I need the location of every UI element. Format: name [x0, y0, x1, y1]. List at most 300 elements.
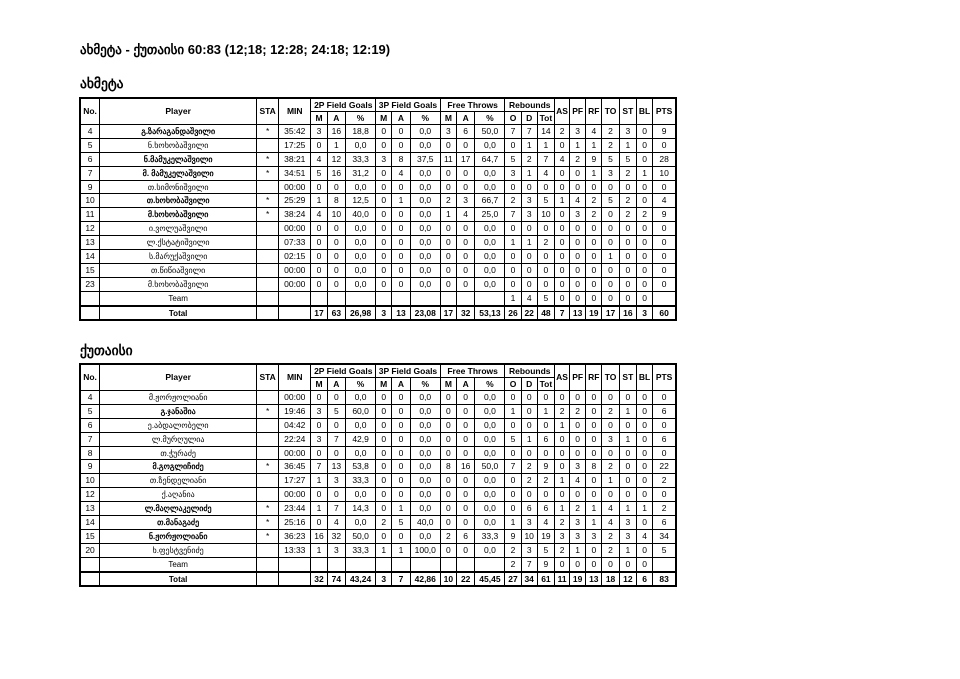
- cell-m3: 0: [376, 138, 392, 152]
- cell-rf: 0: [586, 446, 602, 460]
- cell-pft: 0,0: [475, 543, 505, 557]
- cell-d: 4: [521, 291, 537, 305]
- cell-no: 12: [80, 222, 100, 236]
- cell-p3: 0,0: [410, 404, 440, 418]
- cell-m2: 1: [311, 194, 327, 208]
- cell-to: 0: [602, 446, 619, 460]
- cell-st: 0: [619, 180, 636, 194]
- cell-to: 2: [602, 404, 619, 418]
- cell-tot: 10: [537, 208, 554, 222]
- table-row: [80, 277, 676, 291]
- cell-mft: 2: [440, 194, 456, 208]
- cell-no: 14: [80, 516, 100, 530]
- cell-to: 0: [602, 391, 619, 405]
- cell-min: 00:00: [279, 446, 311, 460]
- cell-min: 22:24: [279, 432, 311, 446]
- cell-o: 1: [505, 516, 521, 530]
- cell-rf: 9: [586, 152, 602, 166]
- cell-a2: 74: [327, 572, 345, 587]
- cell-m3: 0: [376, 488, 392, 502]
- cell-m2: 0: [311, 418, 327, 432]
- cell-a2: 12: [327, 152, 345, 166]
- cell-st: 0: [619, 250, 636, 264]
- cell-pf: 0: [570, 488, 586, 502]
- cell-pts: 9: [653, 125, 676, 139]
- cell-pts: [653, 291, 676, 305]
- cell-min: [279, 557, 311, 571]
- cell-d: 0: [521, 446, 537, 460]
- cell-player: ხ.ფესტვენიძე: [100, 543, 257, 557]
- col-header-as: AS: [555, 364, 570, 391]
- cell-tot: 4: [537, 516, 554, 530]
- cell-player: ნ.ხოხობაშვილი: [100, 138, 257, 152]
- cell-min: 17:25: [279, 138, 311, 152]
- col-subheader-m: M: [440, 112, 456, 125]
- cell-a3: 5: [392, 516, 410, 530]
- cell-m2: 0: [311, 516, 327, 530]
- cell-pts: 83: [653, 572, 676, 587]
- cell-no: 5: [80, 404, 100, 418]
- cell-tot: 5: [537, 543, 554, 557]
- cell-to: 0: [602, 263, 619, 277]
- cell-a3: 1: [392, 194, 410, 208]
- cell-no: 12: [80, 488, 100, 502]
- cell-as: 0: [555, 236, 570, 250]
- cell-st: 0: [619, 391, 636, 405]
- cell-sta: [257, 432, 279, 446]
- cell-sta: [257, 222, 279, 236]
- table-row: [80, 502, 676, 516]
- cell-a3: [392, 291, 410, 305]
- cell-pts: 9: [653, 208, 676, 222]
- cell-m2: 3: [311, 404, 327, 418]
- cell-no: 10: [80, 194, 100, 208]
- cell-st: 0: [619, 446, 636, 460]
- col-header-as: AS: [555, 98, 570, 125]
- cell-bl: 6: [637, 572, 653, 587]
- cell-sta: [257, 488, 279, 502]
- cell-p3: 0,0: [410, 180, 440, 194]
- cell-pts: 6: [653, 516, 676, 530]
- cell-o: 7: [505, 125, 521, 139]
- cell-player: ლ.მურღულია: [100, 432, 257, 446]
- col-header-2p: 2P Field Goals: [311, 98, 376, 112]
- cell-no: [80, 557, 100, 571]
- col-header-sta: STA: [257, 364, 279, 391]
- cell-aft: 3: [456, 194, 474, 208]
- cell-player: ე.აბდალობელი: [100, 418, 257, 432]
- cell-pf: 0: [570, 166, 586, 180]
- col-header-2p: 2P Field Goals: [311, 364, 376, 378]
- cell-pf: 0: [570, 391, 586, 405]
- cell-as: 4: [555, 152, 570, 166]
- cell-aft: 0: [456, 543, 474, 557]
- cell-mft: 0: [440, 516, 456, 530]
- cell-to: 2: [602, 529, 619, 543]
- cell-a3: 0: [392, 277, 410, 291]
- cell-a3: 0: [392, 460, 410, 474]
- cell-min: [279, 306, 311, 321]
- cell-min: 00:00: [279, 391, 311, 405]
- cell-m2: 7: [311, 460, 327, 474]
- cell-st: 0: [619, 236, 636, 250]
- col-header-3p: 3P Field Goals: [376, 98, 441, 112]
- cell-bl: 1: [637, 166, 653, 180]
- cell-sta: [257, 277, 279, 291]
- table-row: [80, 529, 676, 543]
- cell-mft: 0: [440, 236, 456, 250]
- cell-player: ლ.ქსტატიშვილი: [100, 236, 257, 250]
- cell-a2: 0: [327, 277, 345, 291]
- cell-o: 0: [505, 502, 521, 516]
- cell-m2: 0: [311, 250, 327, 264]
- cell-d: 3: [521, 194, 537, 208]
- cell-a2: 3: [327, 543, 345, 557]
- cell-p2: 14,3: [346, 502, 376, 516]
- cell-sta: [257, 418, 279, 432]
- cell-p3: 0,0: [410, 236, 440, 250]
- cell-aft: 16: [456, 460, 474, 474]
- cell-no: 23: [80, 277, 100, 291]
- cell-st: 2: [619, 166, 636, 180]
- cell-bl: 0: [637, 488, 653, 502]
- col-subheader-pct: %: [475, 378, 505, 391]
- cell-m3: 0: [376, 418, 392, 432]
- cell-d: 1: [521, 432, 537, 446]
- col-subheader-pct: %: [410, 378, 440, 391]
- cell-m2: 17: [311, 306, 327, 321]
- cell-mft: 0: [440, 277, 456, 291]
- cell-sta: [257, 391, 279, 405]
- table-row: [80, 516, 676, 530]
- cell-pf: 0: [570, 557, 586, 571]
- cell-pf: 3: [570, 125, 586, 139]
- col-subheader-d: D: [521, 112, 537, 125]
- cell-pf: 3: [570, 516, 586, 530]
- cell-pts: 34: [653, 529, 676, 543]
- boxscore-table-home: [79, 97, 677, 321]
- cell-pf: 0: [570, 222, 586, 236]
- cell-pts: 0: [653, 222, 676, 236]
- table-row: [80, 180, 676, 194]
- cell-player: Team: [100, 557, 257, 571]
- cell-o: 9: [505, 529, 521, 543]
- team-name-home: ახმეტა: [80, 76, 124, 91]
- cell-p2: 42,9: [346, 432, 376, 446]
- cell-st: 1: [619, 543, 636, 557]
- cell-min: 35:42: [279, 125, 311, 139]
- col-header-3p: 3P Field Goals: [376, 364, 441, 378]
- cell-rf: 0: [586, 277, 602, 291]
- cell-st: 1: [619, 138, 636, 152]
- cell-a3: 0: [392, 250, 410, 264]
- cell-m3: 1: [376, 543, 392, 557]
- cell-p3: 0,0: [410, 418, 440, 432]
- table-row: [80, 250, 676, 264]
- table-row: [80, 194, 676, 208]
- cell-o: 2: [505, 557, 521, 571]
- cell-d: 0: [521, 263, 537, 277]
- cell-tot: 6: [537, 432, 554, 446]
- col-header-sta: STA: [257, 98, 279, 125]
- cell-min: 00:00: [279, 180, 311, 194]
- cell-pts: 0: [653, 488, 676, 502]
- cell-p3: 0,0: [410, 138, 440, 152]
- cell-mft: 0: [440, 543, 456, 557]
- cell-st: 3: [619, 125, 636, 139]
- cell-rf: 0: [586, 418, 602, 432]
- cell-a3: 0: [392, 138, 410, 152]
- cell-m3: 3: [376, 306, 392, 321]
- table-row: [80, 404, 676, 418]
- cell-p3: 0,0: [410, 488, 440, 502]
- cell-rf: 2: [586, 194, 602, 208]
- cell-bl: 0: [637, 138, 653, 152]
- cell-m3: 0: [376, 222, 392, 236]
- cell-mft: 0: [440, 250, 456, 264]
- cell-to: 2: [602, 125, 619, 139]
- cell-as: 0: [555, 557, 570, 571]
- cell-o: 1: [505, 291, 521, 305]
- cell-tot: 1: [537, 404, 554, 418]
- col-header-ft: Free Throws: [440, 98, 505, 112]
- cell-pts: 5: [653, 543, 676, 557]
- cell-no: 20: [80, 543, 100, 557]
- cell-pf: 4: [570, 194, 586, 208]
- cell-player: გ.ზარაგანდაშვილი: [100, 125, 257, 139]
- cell-a2: 16: [327, 125, 345, 139]
- cell-pft: 0,0: [475, 404, 505, 418]
- cell-to: 0: [602, 180, 619, 194]
- cell-pft: 0,0: [475, 474, 505, 488]
- cell-sta: *: [257, 208, 279, 222]
- cell-o: 27: [505, 572, 521, 587]
- cell-p3: 0,0: [410, 391, 440, 405]
- cell-rf: 13: [586, 572, 602, 587]
- cell-pft: 0,0: [475, 236, 505, 250]
- cell-o: 2: [505, 194, 521, 208]
- cell-pft: 0,0: [475, 432, 505, 446]
- cell-to: 3: [602, 432, 619, 446]
- cell-m3: 0: [376, 236, 392, 250]
- cell-m3: 0: [376, 502, 392, 516]
- cell-d: 3: [521, 543, 537, 557]
- cell-as: 1: [555, 194, 570, 208]
- cell-p2: 0,0: [346, 391, 376, 405]
- col-subheader-a: A: [327, 378, 345, 391]
- cell-aft: 17: [456, 152, 474, 166]
- cell-p3: 0,0: [410, 529, 440, 543]
- cell-player: თ.ჭურაძე: [100, 446, 257, 460]
- cell-m2: 3: [311, 432, 327, 446]
- cell-pts: 60: [653, 306, 676, 321]
- cell-as: 2: [555, 125, 570, 139]
- cell-p2: 0,0: [346, 138, 376, 152]
- cell-rf: 3: [586, 529, 602, 543]
- cell-a2: 0: [327, 180, 345, 194]
- cell-aft: 0: [456, 263, 474, 277]
- cell-pf: 2: [570, 404, 586, 418]
- cell-o: 7: [505, 460, 521, 474]
- cell-player: ნ.ჟორჟოლიანი: [100, 529, 257, 543]
- cell-bl: 0: [637, 277, 653, 291]
- cell-mft: 0: [440, 418, 456, 432]
- cell-m2: 0: [311, 488, 327, 502]
- cell-p2: 40,0: [346, 208, 376, 222]
- cell-pf: 0: [570, 250, 586, 264]
- cell-pft: 0,0: [475, 391, 505, 405]
- cell-no: 6: [80, 152, 100, 166]
- cell-aft: 0: [456, 138, 474, 152]
- cell-tot: 0: [537, 250, 554, 264]
- cell-as: 0: [555, 291, 570, 305]
- cell-player: ნ.მამუკელაშვილი: [100, 152, 257, 166]
- cell-p2: [346, 291, 376, 305]
- cell-m2: 0: [311, 277, 327, 291]
- cell-o: 0: [505, 263, 521, 277]
- cell-pft: 0,0: [475, 277, 505, 291]
- boxscore-table-away: [79, 363, 677, 587]
- cell-to: 1: [602, 474, 619, 488]
- cell-p3: 0,0: [410, 432, 440, 446]
- cell-o: 5: [505, 152, 521, 166]
- col-header-min: MIN: [279, 364, 311, 391]
- cell-m3: 0: [376, 125, 392, 139]
- cell-tot: 0: [537, 180, 554, 194]
- col-header-rf: RF: [586, 98, 602, 125]
- cell-p2: 0,0: [346, 277, 376, 291]
- cell-sta: [257, 306, 279, 321]
- cell-p2: 0,0: [346, 418, 376, 432]
- cell-player: ლ.მაღლაკელიძე: [100, 502, 257, 516]
- cell-st: 0: [619, 460, 636, 474]
- cell-as: 1: [555, 474, 570, 488]
- cell-mft: 0: [440, 263, 456, 277]
- cell-as: 0: [555, 222, 570, 236]
- cell-m2: 1: [311, 474, 327, 488]
- cell-st: 1: [619, 404, 636, 418]
- cell-pf: 3: [570, 529, 586, 543]
- cell-a2: 3: [327, 474, 345, 488]
- cell-player: მ.ჟორჟოლიანი: [100, 391, 257, 405]
- cell-tot: 1: [537, 138, 554, 152]
- cell-st: 12: [619, 572, 636, 587]
- cell-st: 0: [619, 277, 636, 291]
- cell-player: Total: [100, 572, 257, 587]
- cell-mft: 0: [440, 166, 456, 180]
- cell-st: 0: [619, 474, 636, 488]
- cell-min: 00:00: [279, 222, 311, 236]
- cell-a3: 0: [392, 180, 410, 194]
- cell-player: თ.სიმონიშვილი: [100, 180, 257, 194]
- cell-aft: 0: [456, 391, 474, 405]
- col-subheader-o: O: [505, 112, 521, 125]
- cell-p2: [346, 557, 376, 571]
- cell-p2: 60,0: [346, 404, 376, 418]
- cell-m2: 1: [311, 543, 327, 557]
- cell-as: 0: [555, 138, 570, 152]
- cell-pf: 0: [570, 236, 586, 250]
- cell-aft: 4: [456, 208, 474, 222]
- cell-aft: 0: [456, 432, 474, 446]
- cell-a3: 0: [392, 488, 410, 502]
- table-row: [80, 236, 676, 250]
- cell-pts: 2: [653, 502, 676, 516]
- cell-to: 0: [602, 277, 619, 291]
- cell-m2: 5: [311, 166, 327, 180]
- cell-min: 38:21: [279, 152, 311, 166]
- cell-pts: 6: [653, 432, 676, 446]
- cell-d: 0: [521, 250, 537, 264]
- cell-as: 0: [555, 460, 570, 474]
- cell-a2: 7: [327, 432, 345, 446]
- cell-m3: 0: [376, 391, 392, 405]
- cell-pf: 2: [570, 152, 586, 166]
- cell-st: 1: [619, 502, 636, 516]
- cell-m2: 0: [311, 446, 327, 460]
- cell-sta: *: [257, 152, 279, 166]
- cell-pft: 0,0: [475, 180, 505, 194]
- cell-sta: *: [257, 194, 279, 208]
- cell-bl: 0: [637, 391, 653, 405]
- cell-st: 1: [619, 432, 636, 446]
- cell-min: 00:00: [279, 277, 311, 291]
- cell-pts: 28: [653, 152, 676, 166]
- cell-o: 0: [505, 180, 521, 194]
- cell-a3: 8: [392, 152, 410, 166]
- cell-d: 7: [521, 557, 537, 571]
- cell-o: 1: [505, 236, 521, 250]
- cell-to: 5: [602, 194, 619, 208]
- cell-a2: 0: [327, 236, 345, 250]
- cell-player: გ.ჯანაშია: [100, 404, 257, 418]
- cell-rf: 19: [586, 306, 602, 321]
- cell-aft: 0: [456, 277, 474, 291]
- cell-pft: 33,3: [475, 529, 505, 543]
- col-subheader-m: M: [311, 112, 327, 125]
- cell-m3: 0: [376, 460, 392, 474]
- total-row: [80, 306, 676, 321]
- cell-as: 3: [555, 529, 570, 543]
- cell-no: 9: [80, 460, 100, 474]
- cell-no: 13: [80, 502, 100, 516]
- cell-pft: 0,0: [475, 516, 505, 530]
- header-row: [80, 364, 676, 378]
- cell-p3: [410, 291, 440, 305]
- cell-to: 3: [602, 166, 619, 180]
- cell-bl: 0: [637, 194, 653, 208]
- cell-player: მ.ხოხობაშვილი: [100, 208, 257, 222]
- cell-a2: 32: [327, 529, 345, 543]
- cell-no: 4: [80, 125, 100, 139]
- cell-bl: 0: [637, 432, 653, 446]
- cell-player: მ.ხოხობაშვილი: [100, 277, 257, 291]
- cell-sta: [257, 236, 279, 250]
- cell-pft: 25,0: [475, 208, 505, 222]
- cell-no: [80, 306, 100, 321]
- cell-player: მ.გოგლიჩიძე: [100, 460, 257, 474]
- cell-p2: 18,8: [346, 125, 376, 139]
- cell-as: 0: [555, 180, 570, 194]
- cell-bl: 0: [637, 250, 653, 264]
- cell-m3: 0: [376, 529, 392, 543]
- cell-tot: 0: [537, 222, 554, 236]
- cell-st: 0: [619, 488, 636, 502]
- cell-d: 1: [521, 236, 537, 250]
- cell-player: მ. მამუკელაშვილი: [100, 166, 257, 180]
- cell-p2: 0,0: [346, 488, 376, 502]
- cell-o: 5: [505, 432, 521, 446]
